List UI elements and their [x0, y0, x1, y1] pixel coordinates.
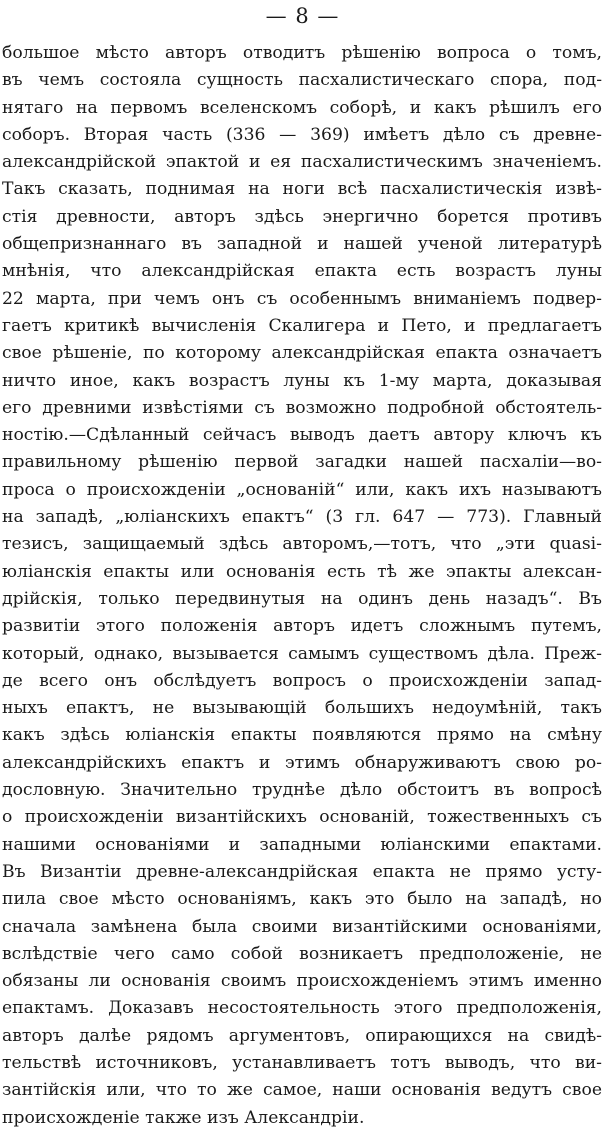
text-line: епактамъ. Доказавъ несостоятельность этого предположенія,: [2, 998, 602, 1019]
text-line: на западѣ, „юліанскихъ епактъ“ (3 гл. 647 — 773). Главный: [2, 507, 602, 528]
text-line: большое мѣсто авторъ отводитъ рѣшенію вопроса о томъ,: [2, 43, 602, 63]
text-line: нашими основаніями и западными юліанскими епактами.: [2, 834, 602, 855]
page-number: — 8 —: [265, 4, 340, 28]
text-line: обязаны ли основанія своимъ происхожденіемъ этимъ именно: [2, 971, 602, 992]
text-line: юліанскія епакты или основанія есть тѣ же эпакты алексан-: [2, 561, 602, 582]
text-line: Въ Византіи древне-александрійская епакта не прямо усту-: [2, 861, 602, 882]
text-line: его древними извѣстіями съ возможно подробной обстоятель-: [2, 397, 602, 418]
text-line: проса о происхожденіи „основаній“ или, какъ ихъ называютъ: [2, 479, 602, 500]
body-text: [2, 40, 602, 1132]
text-line: дрійскія, только передвинутыя на одинъ день назадъ“. Въ: [2, 588, 602, 609]
text-line: нятаго на первомъ вселенскомъ соборѣ, и какъ рѣшилъ его: [2, 97, 602, 118]
text-line: ныхъ епактъ, не вызывающій большихъ недоумѣній, такъ: [2, 698, 602, 719]
text-line: ничто иное, какъ возрастъ луны къ 1-му марта, доказывая: [2, 370, 602, 391]
text-line: александрійской эпактой и ея пасхалистическимъ значеніемъ.: [2, 152, 602, 173]
text-line: который, однако, вызывается самымъ существомъ дѣла. Преж-: [2, 643, 602, 664]
text-line: 22 марта, при чемъ онъ съ особеннымъ вниманіемъ подвер-: [2, 288, 602, 309]
text-line: тезисъ, защищаемый здѣсь авторомъ,—тотъ, что „эти quasi-: [2, 534, 602, 555]
text-line: зантійскія или, что то же самое, наши основанія ведутъ свое: [2, 1080, 602, 1101]
text-line: происхожденіе также изъ Александріи.: [2, 1107, 365, 1128]
text-line: ностію.—Сдѣланный сейчасъ выводъ даетъ автору ключъ къ: [2, 425, 602, 446]
text-line: пила свое мѣсто основаніямъ, какъ это было на западѣ, но: [2, 889, 602, 910]
text-line: стія древности, авторъ здѣсь энергично борется противъ: [2, 206, 602, 227]
text-line: развитіи этого положенія авторъ идетъ сложнымъ путемъ,: [2, 616, 602, 637]
text-line: какъ здѣсь юліанскія епакты появляются прямо на смѣну: [2, 725, 602, 746]
text-line: гаетъ критикѣ вычисленія Скалигера и Пето, и предлагаетъ: [2, 315, 602, 336]
text-line: общепризнаннаго въ западной и нашей ученой литературѣ: [2, 234, 602, 255]
text-line: де всего онъ обслѣдуетъ вопросъ о происхожденіи запад-: [2, 670, 602, 691]
text-line: сначала замѣнена была своими византійскими основаніями,: [2, 916, 602, 937]
text-line: свое рѣшеніе, по которому александрійская епакта означаетъ: [2, 343, 602, 364]
text-line: соборъ. Вторая часть (336 — 369) имѣетъ дѣло съ древне-: [2, 124, 602, 145]
text-line: въ чемъ состояла сущность пасхалистическаго спора, под-: [2, 70, 602, 91]
text-line: тельствѣ источниковъ, устанавливаетъ тотъ выводъ, что ви-: [2, 1052, 602, 1073]
text-line: Такъ сказать, поднимая на ноги всѣ пасхалистическія извѣ-: [2, 179, 602, 200]
text-line: александрійскихъ епактъ и этимъ обнаруживаютъ свою ро-: [2, 752, 602, 773]
text-line: правильному рѣшенію первой загадки нашей пасхаліи—во-: [2, 452, 602, 473]
text-line: вслѣдствіе чего само собой возникаетъ предположеніе, не: [2, 943, 602, 964]
text-line: авторъ далѣе рядомъ аргументовъ, опирающихся на свидѣ-: [2, 1025, 602, 1046]
text-line: о происхожденіи византійскихъ основаній, тожественныхъ съ: [2, 807, 602, 828]
text-line: мнѣнія, что александрійская епакта есть возрастъ луны: [2, 261, 602, 282]
text-line: дословную. Значительно труднѣе дѣло обстоитъ въ вопросѣ: [2, 780, 602, 801]
